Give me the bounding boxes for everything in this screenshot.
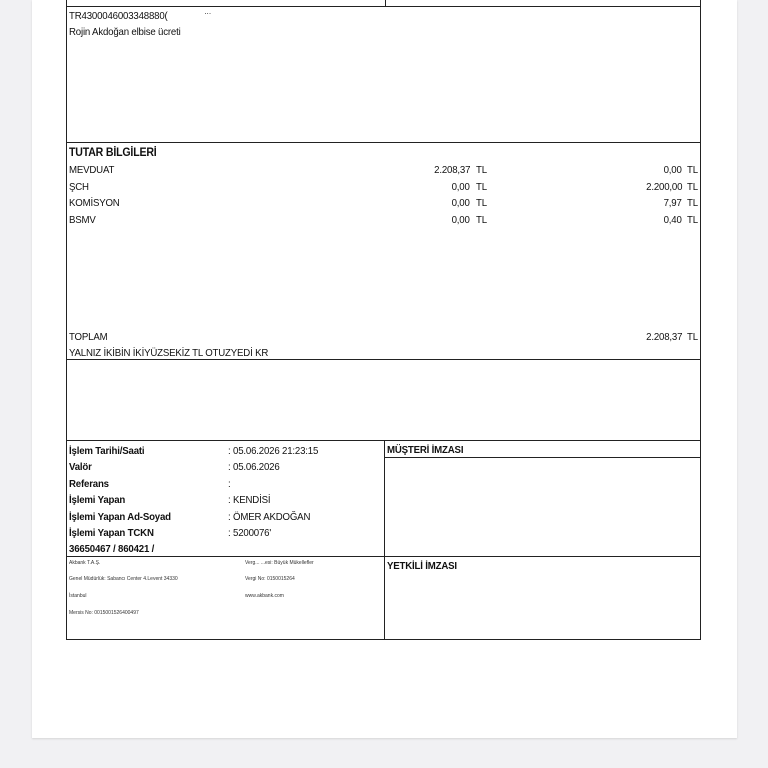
customer-signature-label: MÜŞTERİ İMZASI	[387, 444, 464, 456]
amounts-box-bottom	[66, 359, 701, 360]
detail-value: : 5200076'	[228, 527, 271, 539]
amount-row-unit1: TL	[476, 164, 487, 176]
detail-value: : ÖMER AKDOĞAN	[228, 511, 311, 523]
detail-label: İşlemi Yapan Ad-Soyad	[69, 511, 171, 523]
amount-row-col1: 2.208,37	[433, 164, 470, 176]
amount-row-label: ŞCH	[69, 181, 89, 193]
iban-text: TR4300046003348880(	[69, 10, 168, 22]
signature-column-divider	[384, 440, 385, 640]
detail-value: : 05.06.2026	[228, 461, 280, 473]
amount-row-label: KOMİSYON	[69, 197, 120, 209]
footer-mersis: Mersis No: 0015001526400497	[69, 610, 139, 616]
total-label: TOPLAM	[69, 331, 108, 343]
total-in-words: YALNIZ İKİBİN İKİYÜZSEKİZ TL OTUZYEDİ KR	[69, 347, 269, 359]
detail-value: : 05.06.2026 21:23:15	[228, 445, 319, 457]
amount-row-label: BSMV	[69, 214, 96, 226]
top-row-divider	[66, 6, 701, 7]
account-reference: 36650467 / 860421 /	[69, 543, 155, 555]
footer-tax-office: Verg... ...esi: Büyük Mükellefler	[245, 560, 314, 566]
amount-row-unit2: TL	[687, 181, 698, 193]
footer-tax-number: Vergi No: 0150015264	[245, 576, 295, 582]
amount-row-unit1: TL	[476, 197, 487, 209]
footer-website: www.akbank.com	[245, 593, 284, 599]
description-box-bottom	[66, 142, 701, 143]
total-unit: TL	[687, 331, 698, 343]
detail-label: Referans	[69, 478, 109, 490]
customer-signature-underline	[384, 457, 701, 458]
amount-row-unit1: TL	[476, 214, 487, 226]
amount-row-unit2: TL	[687, 214, 698, 226]
frame-left-border	[66, 0, 67, 640]
amount-row-col1: 0,00	[451, 181, 470, 193]
detail-value: :	[228, 478, 231, 490]
amount-row-col2: 7,97	[663, 197, 682, 209]
detail-label: İşlemi Yapan TCKN	[69, 527, 154, 539]
amount-row-col1: 0,00	[451, 214, 470, 226]
iban-mask-text: …	[204, 7, 212, 16]
detail-label: İşlemi Yapan	[69, 494, 126, 506]
footer-address: Genel Müdürlük: Sabancı Center 4.Levent 34330	[69, 576, 178, 582]
footer-company: Akbank T.A.Ş.	[69, 560, 101, 566]
amount-row-unit1: TL	[476, 181, 487, 193]
total-value: 2.208,37	[645, 331, 682, 343]
payment-description: Rojin Akdoğan elbise ücreti	[69, 26, 181, 38]
amount-row-label: MEVDUAT	[69, 164, 115, 176]
amount-row-col2: 0,00	[663, 164, 682, 176]
detail-label: Valör	[69, 461, 92, 473]
amount-row-unit2: TL	[687, 197, 698, 209]
amount-row-unit2: TL	[687, 164, 698, 176]
frame-right-border	[700, 0, 701, 640]
amount-row-col2: 0,40	[663, 214, 682, 226]
footer-city: İstanbul	[69, 593, 87, 599]
frame-bottom-border	[66, 639, 701, 640]
amounts-title: TUTAR BİLGİLERİ	[69, 147, 157, 159]
amount-row-col1: 0,00	[451, 197, 470, 209]
amount-row-col2: 2.200,00	[645, 181, 682, 193]
detail-value: : KENDİSİ	[228, 494, 271, 506]
authorized-signature-label: YETKİLİ İMZASI	[387, 560, 457, 572]
footer-divider	[66, 556, 701, 557]
detail-label: İşlem Tarihi/Saati	[69, 445, 145, 457]
